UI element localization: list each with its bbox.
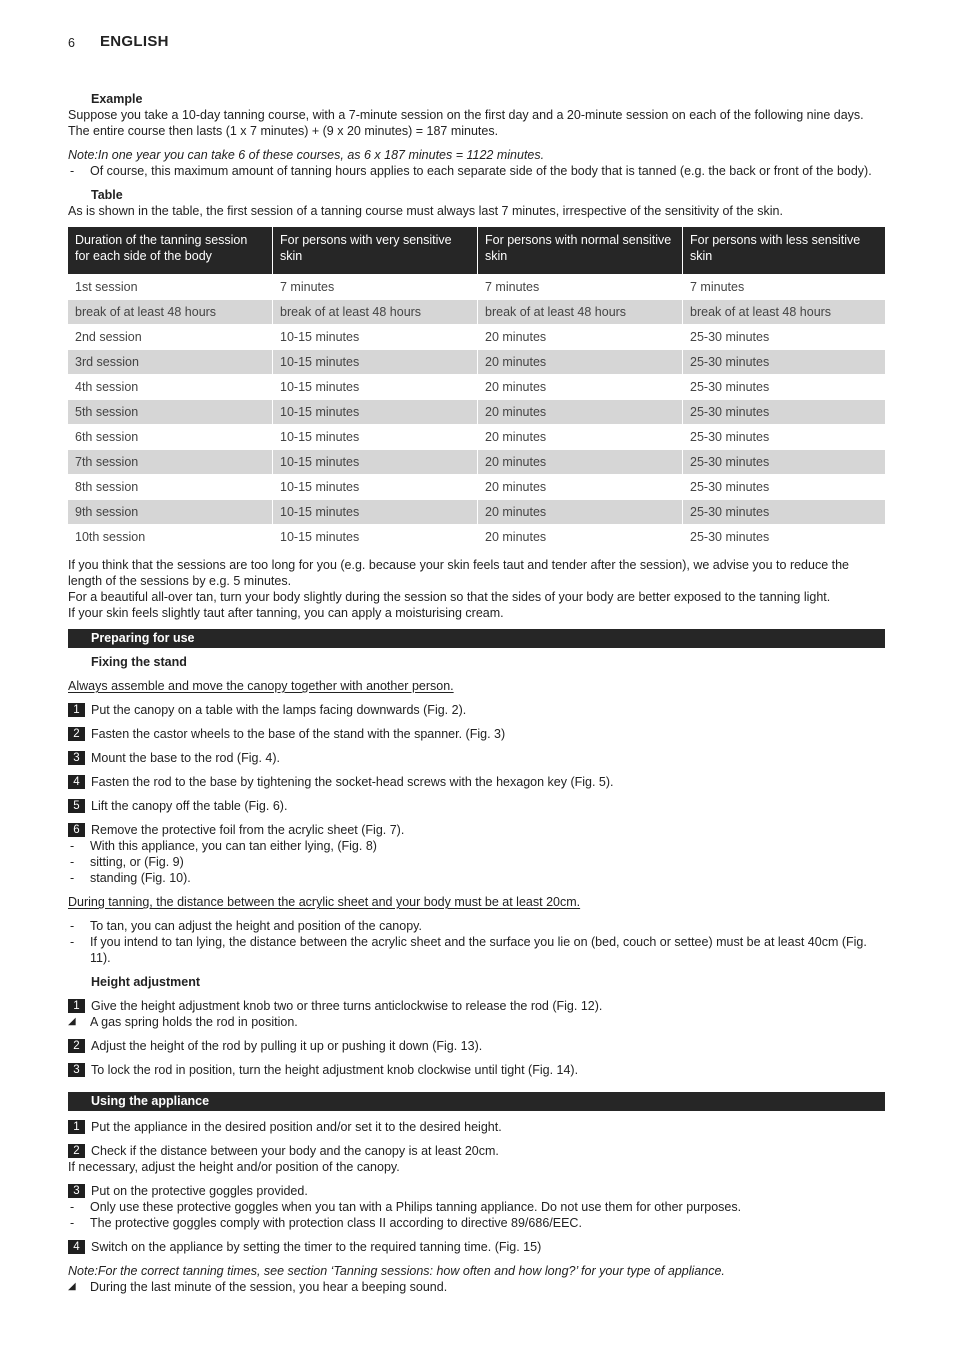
step-item: 2 Fasten the castor wheels to the base of the stand with the spanner. (Fig. 3): [68, 726, 885, 742]
step-number: 3: [68, 751, 85, 765]
table-row: 1st session 7 minutes 7 minutes 7 minutes: [68, 275, 885, 300]
column-header: For persons with less sensitive skin: [683, 227, 886, 275]
step-number: 2: [68, 1039, 85, 1053]
step-item: 2 Check if the distance between your body and the canopy is at least 20cm.: [68, 1143, 885, 1159]
section-bar-preparing: Preparing for use: [68, 629, 885, 648]
table-row: 9th session 10-15 minutes 20 minutes 25-30 minutes: [68, 500, 885, 525]
section-bar-using: Using the appliance: [68, 1092, 885, 1111]
column-header: For persons with normal sensitive skin: [478, 227, 683, 275]
table-row: 2nd session 10-15 minutes 20 minutes 25-30 minutes: [68, 325, 885, 350]
step-item: 3 To lock the rod in position, turn the height adjustment knob clockwise until tight (Fig. 14).: [68, 1062, 885, 1078]
table-row: 7th session 10-15 minutes 20 minutes 25-30 minutes: [68, 450, 885, 475]
step-number: 1: [68, 703, 85, 717]
warning-text: During tanning, the distance between the acrylic sheet and your body must be at least 20cm.: [68, 895, 581, 909]
page-content: [68, 91, 885, 1295]
list-item: - To tan, you can adjust the height and position of the canopy.: [70, 919, 422, 933]
table-row: 10th session 10-15 minutes 20 minutes 25-30 minutes: [68, 525, 885, 550]
list-item: - With this appliance, you can tan either lying, (Fig. 8): [70, 839, 377, 853]
list-item: - sitting, or (Fig. 9): [70, 855, 184, 869]
column-header: For persons with very sensitive skin: [273, 227, 478, 275]
table-row: 6th session 10-15 minutes 20 minutes 25-30 minutes: [68, 425, 885, 450]
paragraph: If your skin feels slightly taut after tanning, you can apply a moisturising cream.: [68, 606, 504, 620]
step-item: 5 Lift the canopy off the table (Fig. 6).: [68, 798, 885, 814]
step-item: 1 Put the canopy on a table with the lamps facing downwards (Fig. 2).: [68, 702, 885, 718]
result-bullet: ◢ A gas spring holds the rod in position.: [68, 1015, 298, 1029]
step-item: 4 Fasten the rod to the base by tightening the socket-head screws with the hexagon key (Fig. 5).: [68, 774, 885, 790]
step-number: 1: [68, 999, 85, 1013]
step-item: 6 Remove the protective foil from the acrylic sheet (Fig. 7).: [68, 822, 885, 838]
note-text: Note:For the correct tanning times, see section ‘Tanning sessions: how often and how long?’ for your type of appliance.: [68, 1264, 725, 1278]
table-row: break of at least 48 hours break of at least 48 hours break of at least 48 hours break of at least 48 hours: [68, 300, 885, 325]
list-item: - Of course, this maximum amount of tanning hours applies to each separate side of the body that is tanned (e.g. the back or front of the body).: [70, 164, 872, 178]
step-number: 4: [68, 1240, 85, 1254]
step-number: 6: [68, 823, 85, 837]
table-row: 8th session 10-15 minutes 20 minutes 25-30 minutes: [68, 475, 885, 500]
result-bullet: ◢ During the last minute of the session, you hear a beeping sound.: [68, 1280, 448, 1294]
list-item: - If you intend to tan lying, the distance between the acrylic sheet and the surface you lie on (bed, couch or settee) must be at least 40cm (Fig. 11).: [70, 935, 867, 965]
table-intro: As is shown in the table, the first session of a tanning course must always last 7 minutes, irrespective of the sensitivity of the skin.: [68, 204, 783, 218]
page-number: 6: [68, 36, 75, 50]
table-header-row: [68, 227, 885, 275]
step-number: 3: [68, 1184, 85, 1198]
example-note: Note:In one year you can take 6 of these courses, as 6 x 187 minutes = 1122 minutes.: [68, 148, 545, 162]
paragraph: If necessary, adjust the height and/or position of the canopy.: [68, 1160, 400, 1174]
step-item: 4 Switch on the appliance by setting the timer to the required tanning time. (Fig. 15): [68, 1239, 885, 1255]
step-item: 3 Mount the base to the rod (Fig. 4).: [68, 750, 885, 766]
paragraph: For a beautiful all-over tan, turn your body slightly during the session so that the sides of your body are better exposed to the tanning light.: [68, 590, 831, 604]
subheading-fixing-stand: Fixing the stand: [91, 655, 187, 669]
bullet-icon: ◢: [68, 1016, 76, 1027]
step-item: 3 Put on the protective goggles provided.: [68, 1183, 885, 1199]
list-item: - standing (Fig. 10).: [70, 871, 191, 885]
list-item: - Only use these protective goggles when you tan with a Philips tanning appliance. Do not use them for other purposes.: [70, 1200, 742, 1214]
step-number: 1: [68, 1120, 85, 1134]
column-header: Duration of the tanning session for each side of the body: [68, 227, 273, 275]
step-number: 3: [68, 1063, 85, 1077]
step-item: 2 Adjust the height of the rod by pulling it up or pushing it down (Fig. 13).: [68, 1038, 885, 1054]
step-number: 5: [68, 799, 85, 813]
step-item: 1 Put the appliance in the desired position and/or set it to the desired height.: [68, 1119, 885, 1135]
example-text: Suppose you take a 10-day tanning course, with a 7-minute session on the first day and a 20-minute session on each of the following nine days. The entire course then lasts (1 x 7 minutes) + (9 x 20 minutes) = 187 minutes.: [68, 108, 864, 138]
language-heading: ENGLISH: [100, 33, 169, 50]
subheading-height-adjustment: Height adjustment: [91, 975, 201, 989]
example-heading: Example: [91, 92, 143, 106]
step-item: 1 Give the height adjustment knob two or three turns anticlockwise to release the rod (Fig. 12).: [68, 998, 885, 1014]
bullet-icon: ◢: [68, 1281, 76, 1292]
paragraph: If you think that the sessions are too long for you (e.g. because your skin feels taut and tender after the session), we advise you to reduce the length of the sessions by e.g. 5 minutes.: [68, 558, 850, 588]
step-number: 2: [68, 727, 85, 741]
list-item: - The protective goggles comply with protection class II according to directive 89/686/EEC.: [70, 1216, 582, 1230]
step-number: 4: [68, 775, 85, 789]
warning-text: Always assemble and move the canopy together with another person.: [68, 679, 454, 693]
step-number: 2: [68, 1144, 85, 1158]
table-row: 3rd session 10-15 minutes 20 minutes 25-30 minutes: [68, 350, 885, 375]
tanning-table: [68, 227, 885, 549]
table-row: 5th session 10-15 minutes 20 minutes 25-30 minutes: [68, 400, 885, 425]
table-row: 4th session 10-15 minutes 20 minutes 25-30 minutes: [68, 375, 885, 400]
table-heading: Table: [91, 188, 123, 202]
